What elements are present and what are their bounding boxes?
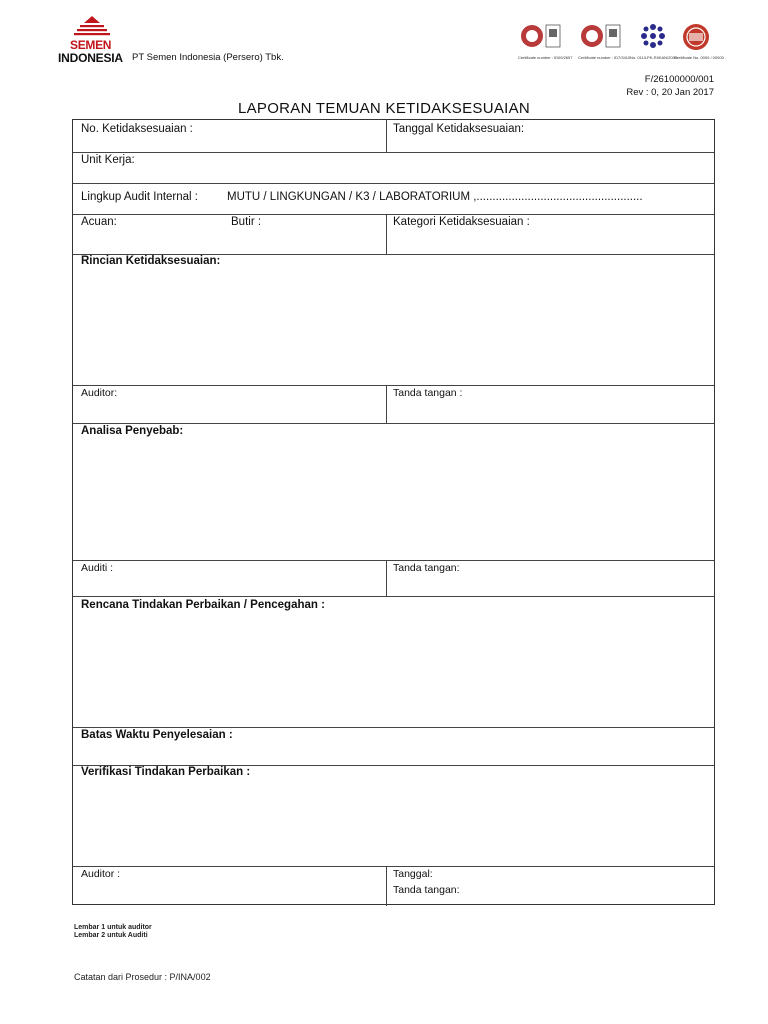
logo-emblem-icon (70, 14, 114, 40)
nonconformity-date-label: Tanggal Ketidaksesuaian: (393, 123, 525, 135)
row-divider (73, 423, 714, 424)
audit-scope-label: Lingkup Audit Internal : (81, 191, 198, 203)
sgs-cert-icon (518, 22, 564, 54)
row-divider (73, 727, 714, 728)
procedure-note: Catatan dari Prosedur : P/INA/002 (74, 972, 211, 982)
company-name: PT Semen Indonesia (Persero) Tbk. (132, 52, 284, 63)
red-cert-icon (676, 22, 716, 54)
cert-caption: Certificate number : ID09/2657 (518, 55, 573, 60)
detail-section-label: Rincian Ketidaksesuaian: (81, 255, 221, 267)
auditee-signature-label: Tanda tangan: (393, 562, 460, 574)
verification-date-label: Tanggal: (393, 868, 433, 880)
column-divider (386, 120, 387, 152)
copy-note-auditee: Lembar 2 untuk Auditi (74, 932, 148, 939)
verification-label: Verifikasi Tindakan Perbaikan : (81, 766, 251, 778)
work-unit-label: Unit Kerja: (81, 154, 135, 166)
cert-caption: Certificate number : ID7/3410 (578, 55, 631, 60)
row-divider (73, 385, 714, 386)
logo-word-semen: SEMEN (70, 38, 112, 52)
revision-info: Rev : 0, 20 Jan 2017 (626, 87, 714, 98)
page-title: LAPORAN TEMUAN KETIDAKSESUAIAN (237, 100, 531, 117)
auditee-label: Auditi : (81, 562, 114, 574)
row-divider (73, 183, 714, 184)
cert-caption: No. 011/LPK-RI/KAN/2009 (630, 55, 678, 60)
verification-signature-label: Tanda tangan: (393, 884, 460, 896)
kan-cert-icon (636, 22, 670, 54)
cause-analysis-label: Analisa Penyebab: (81, 425, 184, 437)
column-divider (386, 214, 387, 254)
nonconformity-form (72, 119, 715, 905)
audit-scope-value: MUTU / LINGKUNGAN / K3 / LABORATORIUM ,.................................................... (227, 191, 643, 203)
cert-caption: Certificate No. 0000 / 00000 (674, 55, 724, 60)
signature-label: Tanda tangan : (393, 387, 463, 399)
form-code: F/26100000/001 (644, 74, 714, 85)
auditor-label: Auditor: (81, 387, 118, 399)
sgs-cert-icon (578, 22, 624, 54)
column-divider (386, 560, 387, 596)
reference-label: Acuan: (81, 216, 117, 228)
row-divider (73, 560, 714, 561)
category-label: Kategori Ketidaksesuaian : (393, 216, 530, 228)
corrective-plan-label: Rencana Tindakan Perbaikan / Pencegahan : (81, 599, 325, 611)
column-divider (386, 866, 387, 906)
row-divider (73, 866, 714, 867)
copy-note-auditor: Lembar 1 untuk auditor (74, 924, 152, 931)
column-divider (386, 385, 387, 423)
company-logo (58, 14, 136, 66)
nonconformity-number-label: No. Ketidaksesuaian : (81, 123, 193, 135)
row-divider (73, 152, 714, 153)
row-divider (73, 596, 714, 597)
clause-label: Butir : (231, 216, 262, 228)
deadline-label: Batas Waktu Penyelesaian : (81, 729, 233, 741)
logo-word-indonesia: INDONESIA (58, 51, 123, 65)
certification-logos (518, 22, 722, 64)
verifying-auditor-label: Auditor : (81, 868, 121, 880)
row-divider (73, 214, 714, 215)
